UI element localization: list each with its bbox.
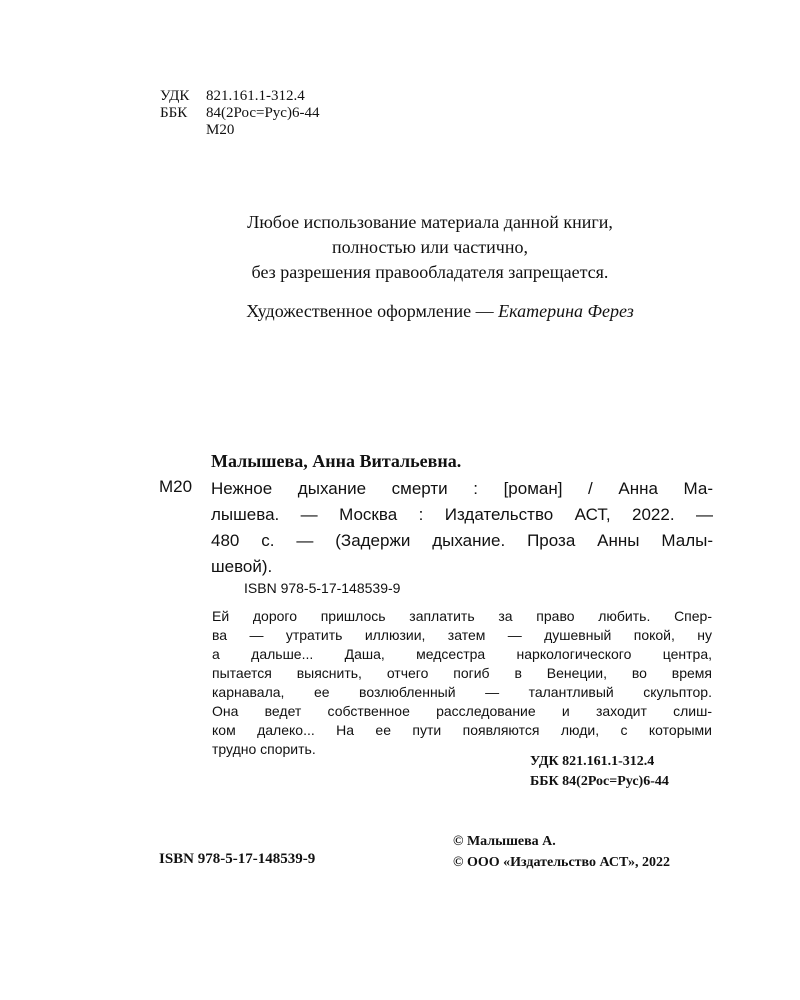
annotation-line: карнавала, ее возлюбленный — талантливый скульптор. bbox=[212, 684, 712, 700]
card-bbk: ББК 84(2Рос=Рус)6-44 bbox=[530, 774, 669, 789]
art-design-credit bbox=[150, 299, 730, 323]
design-artist: Екатерина Ферез bbox=[498, 301, 634, 321]
footer-isbn: ISBN 978-5-17-148539-9 bbox=[159, 851, 316, 867]
bbk-label: ББК bbox=[160, 105, 188, 121]
annotation bbox=[212, 607, 712, 759]
annotation-line: ком далеко... На ее пути появляются люди, с которыми bbox=[212, 722, 712, 738]
bbk-value: 84(2Рос=Рус)6-44 bbox=[206, 105, 320, 121]
udk-label: УДК bbox=[160, 88, 190, 104]
annotation-line: ва — утратить иллюзии, затем — душевный покой, ну bbox=[212, 627, 712, 643]
annotation-line: а дальше... Даша, медсестра наркологического центра, bbox=[212, 646, 712, 662]
notice-line: Любое использование материала данной книги, bbox=[247, 212, 613, 232]
bib-line: лышева. — Москва : Издательство АСТ, 2022. — bbox=[211, 505, 713, 524]
card-cutter: М20 bbox=[159, 477, 193, 496]
annotation-line: трудно спорить. bbox=[212, 741, 316, 757]
card-isbn: ISBN 978-5-17-148539-9 bbox=[244, 580, 401, 596]
annotation-line: Ей дорого пришлось заплатить за право любить. Спер- bbox=[212, 608, 712, 624]
bbk-line bbox=[160, 105, 319, 122]
copyright-notice bbox=[150, 210, 710, 285]
design-prefix: Художественное оформление — bbox=[246, 301, 499, 321]
udk-line bbox=[160, 88, 319, 105]
annotation-line: пытается выяснить, отчего погиб в Венеции, во время bbox=[212, 665, 712, 681]
cutter-code: М20 bbox=[206, 122, 235, 138]
cutter-line bbox=[160, 122, 319, 139]
copyright-publisher: © ООО «Издательство АСТ», 2022 bbox=[453, 855, 671, 870]
bib-line: шевой). bbox=[211, 557, 273, 576]
notice-line: полностью или частично, bbox=[332, 237, 528, 257]
copyright-author: © Малышева А. bbox=[453, 834, 556, 849]
udk-value: 821.161.1-312.4 bbox=[206, 88, 305, 104]
card-classification bbox=[530, 752, 669, 792]
classification-block bbox=[160, 88, 319, 139]
annotation-line: Она ведет собственное расследование и заходит слиш- bbox=[212, 703, 712, 719]
bib-line: Нежное дыхание смерти : [роман] / Анна Ма- bbox=[211, 479, 713, 498]
card-author: Малышева, Анна Витальевна. bbox=[211, 451, 462, 471]
copyright-block bbox=[453, 831, 670, 873]
notice-line: без разрешения правообладателя запрещается. bbox=[251, 262, 609, 282]
bib-line: 480 с. — (Задержи дыхание. Проза Анны Малы- bbox=[211, 531, 713, 550]
card-udk: УДК 821.161.1-312.4 bbox=[530, 754, 655, 769]
bibliographic-description bbox=[211, 476, 713, 580]
